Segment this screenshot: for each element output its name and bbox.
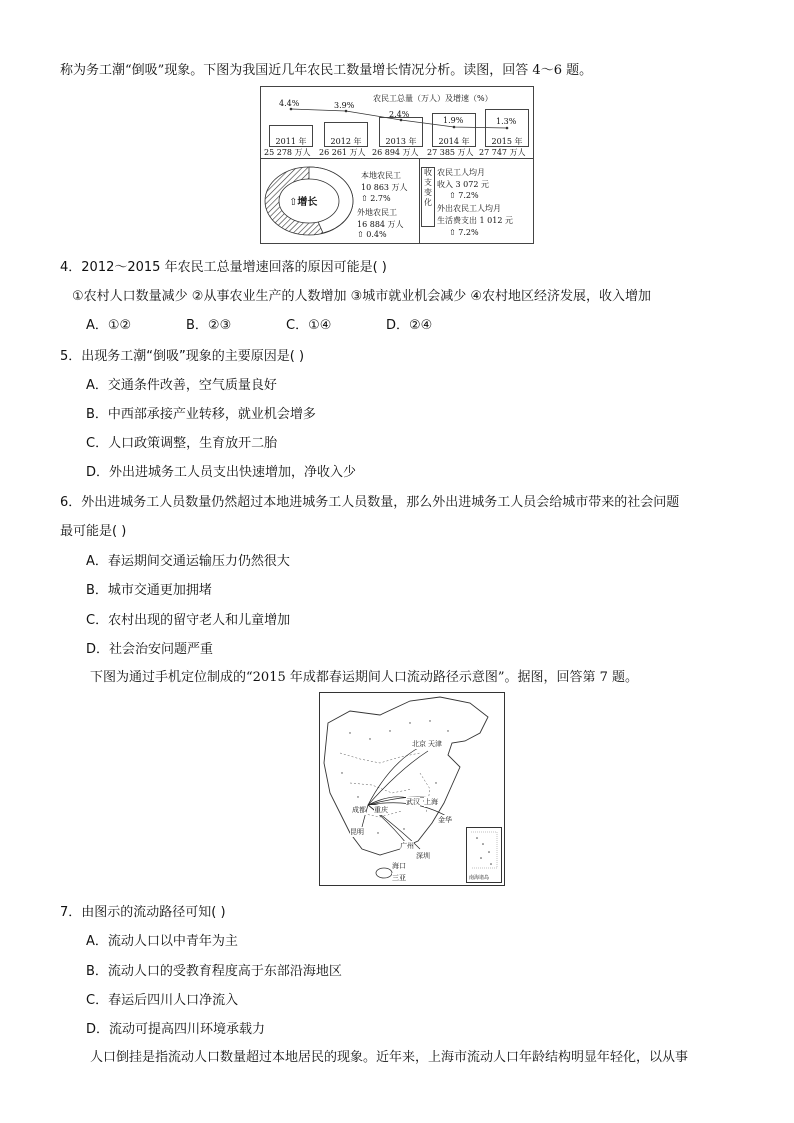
local-label: 本地农民工 (361, 171, 401, 180)
city-haikou: 海口 (392, 862, 406, 870)
migrant-rate: ⇧ 0.4% (357, 230, 387, 239)
total-2015: 27 747 万人 (479, 148, 526, 157)
q5-stem: 5．出现务工潮“倒吸”现象的主要原因是( ) (60, 349, 305, 364)
city-wuhan: 武汉 (406, 798, 420, 806)
city-chengdu: 成都 (352, 806, 366, 814)
expense-rate: ⇧ 7.2% (449, 228, 479, 237)
q4-option-d: D．②④ (386, 318, 433, 333)
up-arrow-icon: ⇧ (449, 191, 459, 200)
inset-label: 南海诸岛 (469, 875, 490, 881)
city-tianjin: 天津 (428, 740, 442, 748)
q5-option-a: A．交通条件改善，空气质量良好 (86, 378, 277, 393)
up-arrow-icon: ⇧ (357, 230, 367, 239)
q7-option-c: C．春运后四川人口净流入 (86, 993, 239, 1008)
expense-label: 外出农民工人均月 (437, 204, 501, 213)
city-jinhua: 金华 (438, 816, 452, 824)
income-rate: ⇧ 7.2% (449, 191, 479, 200)
total-2013: 26 894 万人 (372, 148, 419, 157)
q7-option-b: B．流动人口的受教育程度高于东部沿海地区 (86, 964, 342, 979)
rate-2012: 3.9% (334, 101, 355, 110)
q4-items: ①农村人口数量减少 ②从事农业生产的人数增加 ③城市就业机会减少 ④农村地区经济发展，收入增加 (72, 289, 652, 304)
q7-stem: 7．由图示的流动路径可知( ) (60, 905, 226, 920)
city-guangzhou: 广州 (400, 842, 414, 850)
migrant-worker-figure (260, 86, 534, 244)
inset-islands (467, 828, 501, 874)
q6-option-b: B．城市交通更加拥堵 (86, 583, 212, 598)
rate-2011: 4.4% (279, 99, 300, 108)
q6-stem-line2: 最可能是( ) (60, 524, 127, 539)
q4-option-a: A．①② (86, 318, 132, 333)
south-china-sea-inset (466, 827, 502, 883)
q6-option-c: C．农村出现的留守老人和儿童增加 (86, 613, 291, 628)
local-value: 10 863 万人 (361, 183, 408, 192)
intro-q7: 下图为通过手机定位制成的“2015 年成都春运期间人口流动路径示意图”。据图，回答第 7 题。 (90, 670, 639, 685)
ring-label: ⇧增长 (289, 197, 318, 208)
intro-text: 称为务工潮“倒吸”现象。下图为我国近几年农民工数量增长情况分析。读图，回答 4～6 题。 (60, 63, 593, 78)
q5-option-d: D．外出进城务工人员支出快速增加，净收入少 (86, 465, 357, 480)
fig1-title: 农民工总量（万人）及增速（%） (373, 94, 493, 103)
year-box-2013: 2013 年 (379, 117, 423, 147)
city-kunming: 昆明 (350, 828, 364, 836)
q4-stem: 4．2012～2015 年农民工总量增速回落的原因可能是( ) (60, 260, 387, 275)
year-box-2012: 2012 年 (324, 122, 368, 147)
total-2012: 26 261 万人 (319, 148, 366, 157)
q6-option-d: D．社会治安问题严重 (86, 642, 214, 657)
q7-option-d: D．流动可提高四川环境承载力 (86, 1022, 266, 1037)
city-shenzhen: 深圳 (416, 852, 430, 860)
fig1-divider (261, 158, 533, 159)
up-arrow-icon: ⇧ (449, 228, 459, 237)
migration-map (319, 692, 505, 886)
q4-option-c: C．①④ (286, 318, 332, 333)
year-box-2015: 2015 年 (485, 109, 529, 147)
migrant-label: 外地农民工 (357, 208, 397, 217)
city-sanya: 三亚 (392, 874, 406, 882)
total-2014: 27 385 万人 (427, 148, 474, 157)
city-beijing: 北京 (412, 740, 426, 748)
year-box-2014: 2014 年 (432, 113, 476, 147)
local-rate: ⇧ 2.7% (361, 194, 391, 203)
rate-2013: 2.4% (389, 110, 410, 119)
rate-2015: 1.3% (496, 117, 517, 126)
year-box-2011: 2011 年 (269, 125, 313, 147)
up-arrow-icon: ⇧ (289, 197, 298, 208)
total-2011: 25 278 万人 (264, 148, 311, 157)
fig1-vertical-divider (419, 158, 420, 243)
migrant-value: 16 884 万人 (357, 220, 404, 229)
q5-option-b: B．中西部承接产业转移，就业机会增多 (86, 407, 316, 422)
city-chongqing: 重庆 (374, 806, 388, 814)
city-shanghai: 上海 (424, 798, 438, 806)
q5-option-c: C．人口政策调整，生育放开二胎 (86, 436, 278, 451)
q6-option-a: A．春运期间交通运输压力仍然很大 (86, 554, 290, 569)
up-arrow-icon: ⇧ (361, 194, 371, 203)
q6-stem-line1: 6．外出进城务工人员数量仍然超过本地进城务工人员数量，那么外出进城务工人员会给城市带来的社会问题 (60, 495, 680, 510)
income-label: 农民工人均月 (437, 168, 485, 177)
income-expense-box: 收支变化 (421, 167, 435, 227)
rate-2014: 1.9% (443, 116, 464, 125)
income-value: 收入 3 072 元 (437, 180, 489, 189)
q7-option-a: A．流动人口以中青年为主 (86, 934, 238, 949)
expense-value: 生活费支出 1 012 元 (437, 216, 513, 225)
q4-option-b: B．②③ (186, 318, 232, 333)
outro-text: 人口倒挂是指流动人口数量超过本地居民的现象。近年来，上海市流动人口年龄结构明显年轻化，以从事 (90, 1050, 689, 1065)
